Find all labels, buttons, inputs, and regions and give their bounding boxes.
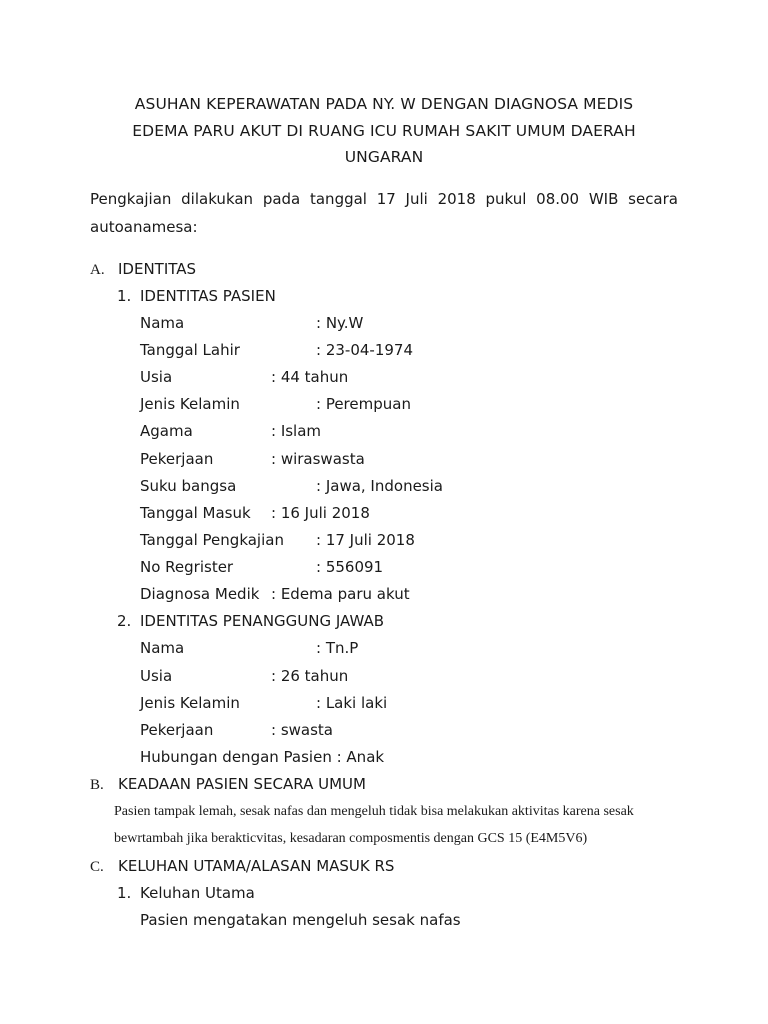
field-value: : Perempuan [316, 395, 411, 413]
document-title [60, 91, 708, 171]
subsection-1-heading: IDENTITAS PASIEN [140, 287, 276, 305]
section-b-heading: KEADAAN PASIEN SECARA UMUM [118, 775, 366, 793]
field-value: : 17 Juli 2018 [316, 531, 415, 549]
field-label: Pekerjaan [140, 721, 214, 739]
field-value: : Tn.P [316, 639, 359, 657]
intro-line-1: Pengkajian dilakukan pada tanggal 17 Juli 2018 pukul 08.00 WIB secara [90, 190, 678, 208]
field-label: Agama [140, 422, 193, 440]
section-b-letter: B. [90, 777, 104, 793]
section-b-paragraph-line-2: bewrtambah jika berakticvitas, kesadaran composmentis dengan GCS 15 (E4M5V6) [114, 831, 588, 846]
field-value: : 16 Juli 2018 [271, 504, 370, 522]
section-c-item-number: 1. [117, 884, 132, 902]
field-value: : swasta [271, 721, 333, 739]
field-label: No Regrister [140, 558, 234, 576]
field-label: Usia [140, 667, 173, 685]
title-line-3: UNGARAN [344, 148, 424, 166]
section-a-heading: IDENTITAS [118, 260, 197, 278]
intro-paragraph [90, 185, 678, 241]
title-line-1: ASUHAN KEPERAWATAN PADA NY. W DENGAN DIAGNOSA MEDIS [134, 95, 634, 113]
section-c-heading: KELUHAN UTAMA/ALASAN MASUK RS [118, 857, 395, 875]
field-value: : 26 tahun [271, 667, 349, 685]
field-label: Usia [140, 368, 173, 386]
field-value: : Jawa, Indonesia [316, 477, 443, 495]
field-label: Tanggal Masuk [140, 504, 251, 522]
subsection-1-number: 1. [117, 287, 132, 305]
field-value: : 44 tahun [271, 368, 349, 386]
field-value: : Islam [271, 422, 322, 440]
section-b-paragraph-line-1: Pasien tampak lemah, sesak nafas dan mengeluh tidak bisa melakukan aktivitas karena sesak [114, 804, 634, 819]
field-label: Nama [140, 314, 185, 332]
field-value: : wiraswasta [271, 450, 365, 468]
field-label: Suku bangsa [140, 477, 237, 495]
field-label: Nama [140, 639, 185, 657]
subsection-2-heading: IDENTITAS PENANGGUNG JAWAB [140, 612, 385, 630]
field-value: : Edema paru akut [271, 585, 410, 603]
section-c-item-heading: Keluhan Utama [140, 884, 255, 902]
section-a-letter: A. [90, 262, 105, 278]
field-label: Pekerjaan [140, 450, 214, 468]
intro-line-2: autoanamesa: [90, 218, 198, 236]
field-value: : Laki laki [316, 694, 388, 712]
field-value: : 23-04-1974 [316, 341, 413, 359]
section-c-letter: C. [90, 859, 104, 875]
title-line-2: EDEMA PARU AKUT DI RUANG ICU RUMAH SAKIT UMUM DAERAH [132, 121, 636, 140]
field-label: Diagnosa Medik [140, 585, 260, 603]
section-c-item-text: Pasien mengatakan mengeluh sesak nafas [140, 911, 461, 929]
field-label: Tanggal Pengkajian [140, 531, 284, 549]
field-label: Tanggal Lahir [140, 341, 240, 359]
field-value: : 556091 [316, 558, 384, 576]
field-label: Jenis Kelamin [140, 395, 240, 413]
field-label: Jenis Kelamin [140, 694, 240, 712]
relation-line: Hubungan dengan Pasien : Anak [140, 748, 385, 766]
field-value: : Ny.W [316, 314, 364, 332]
subsection-2-number: 2. [117, 612, 132, 630]
